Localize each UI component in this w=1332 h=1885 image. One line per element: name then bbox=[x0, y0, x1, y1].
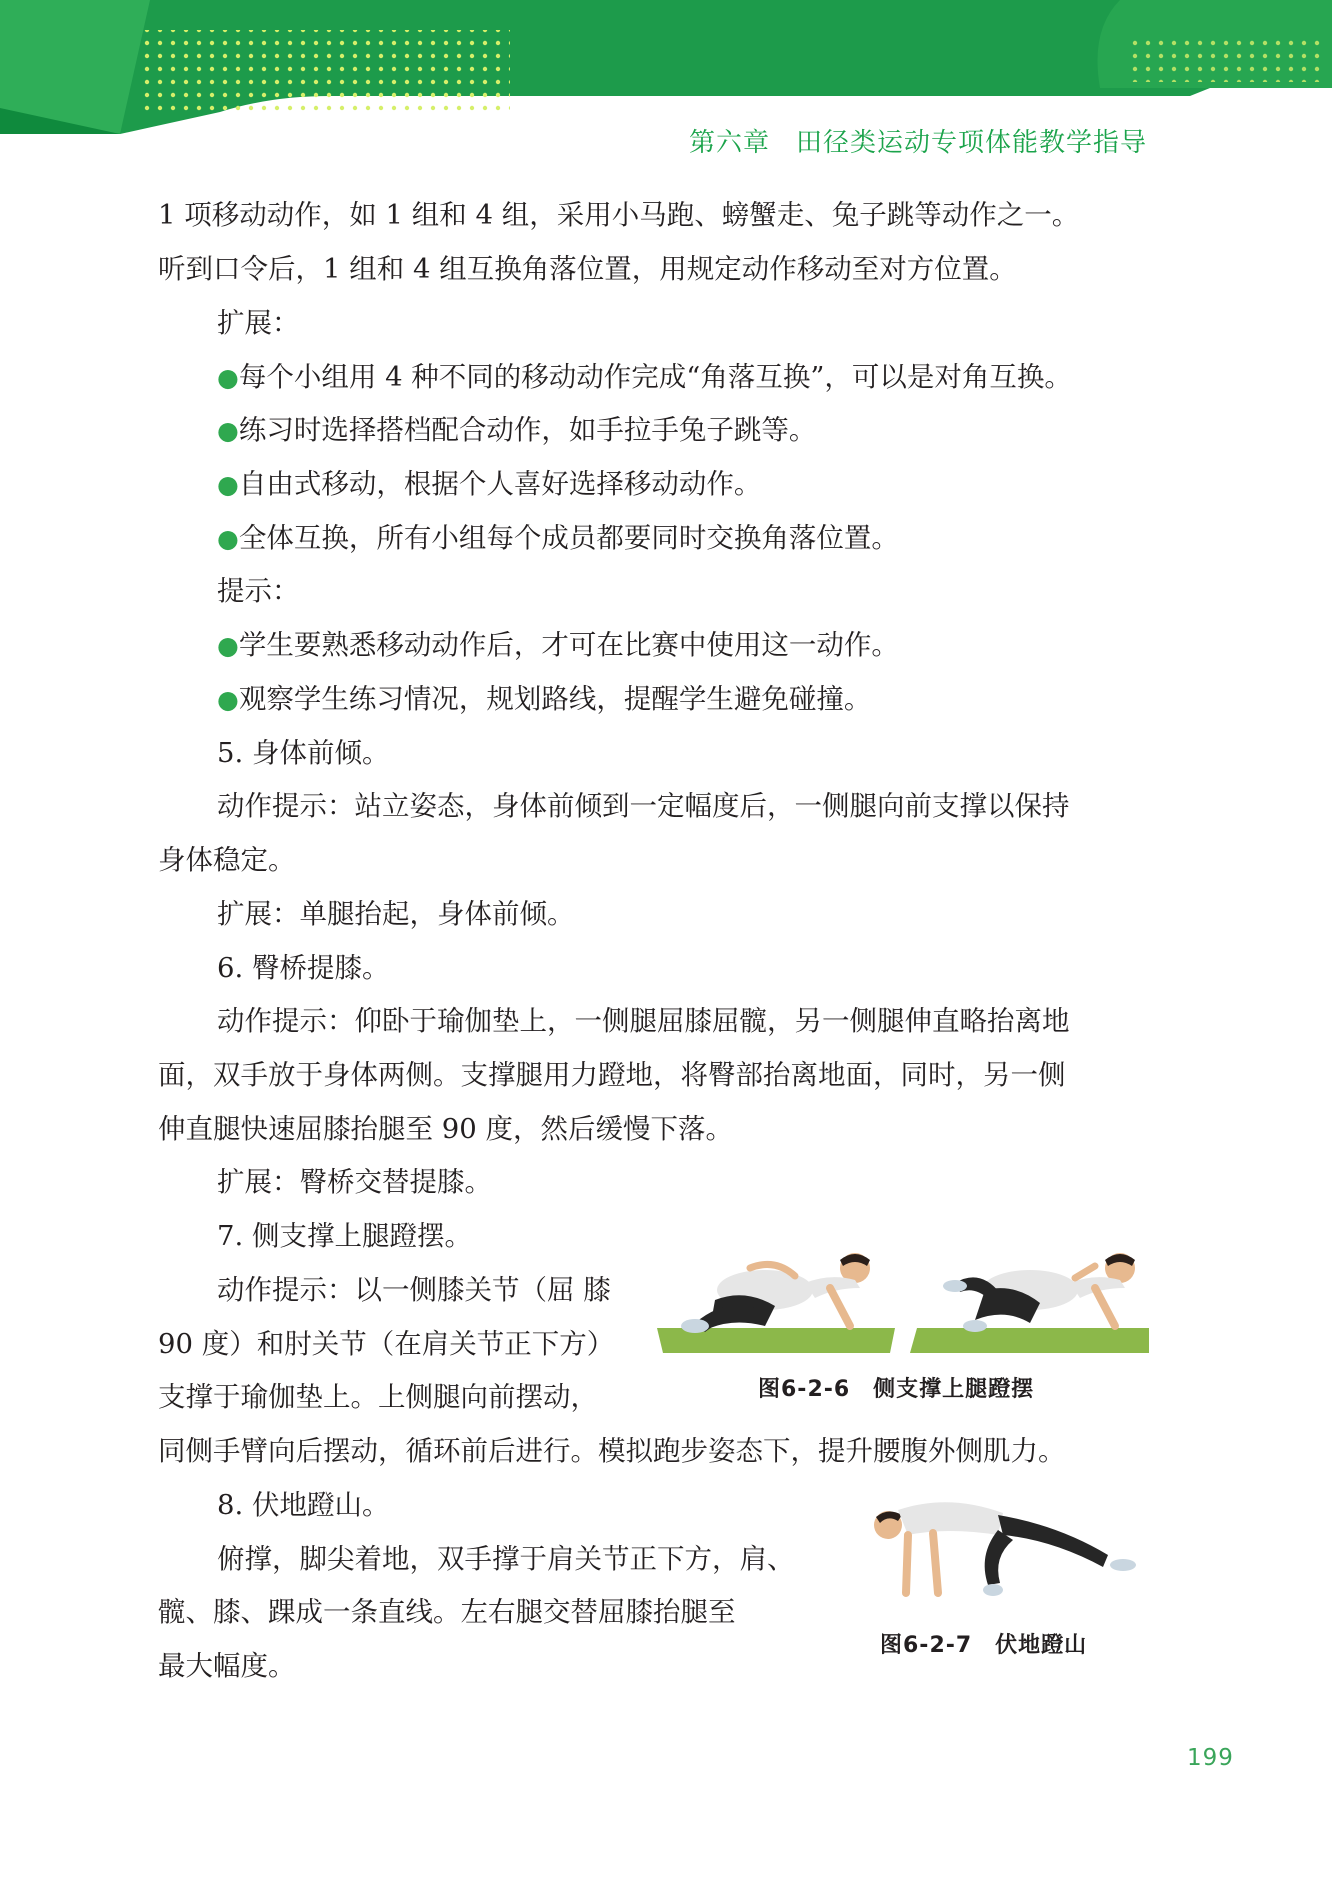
page-number: 199 bbox=[1187, 1745, 1234, 1771]
bullet-icon: ● bbox=[217, 416, 239, 445]
paragraph-line: 90 度）和肘关节（在肩关节正下方） bbox=[158, 1328, 615, 1360]
section-title: 8. 伏地蹬山。 bbox=[217, 1489, 390, 1521]
paragraph-line: 动作提示：仰卧于瑜伽垫上，一侧腿屈膝屈髋，另一侧腿伸直略抬离地 bbox=[217, 1005, 1070, 1037]
paragraph-line: 身体稳定。 bbox=[158, 844, 296, 876]
figure-side-plank-photo bbox=[655, 1228, 1150, 1360]
bullet-icon: ● bbox=[217, 685, 239, 714]
figure-caption: 图6-2-6 侧支撑上腿蹬摆 bbox=[758, 1377, 1035, 1402]
paragraph-line: 动作提示：站立姿态，身体前倾到一定幅度后，一侧腿向前支撑以保持 bbox=[217, 790, 1070, 822]
paragraph-line: 面，双手放于身体两侧。支撑腿用力蹬地，将臀部抬离地面，同时，另一侧 bbox=[158, 1059, 1066, 1091]
paragraph-line: 支撑于瑜伽垫上。上侧腿向前摆动， bbox=[158, 1381, 598, 1413]
chapter-number: 第六章 bbox=[688, 128, 770, 158]
bullet-icon: ● bbox=[217, 631, 239, 660]
paragraph-line: 动作提示：以一侧膝关节（屈 膝 bbox=[217, 1274, 611, 1306]
paragraph-line: 俯撑，脚尖着地，双手撑于肩关节正下方，肩、 bbox=[217, 1543, 795, 1575]
extension-line: 扩展：单腿抬起，身体前倾。 bbox=[217, 898, 575, 930]
bullet-icon: ● bbox=[217, 470, 239, 499]
extension-label: 扩展： bbox=[217, 307, 300, 339]
bullet-item: ●每个小组用 4 种不同的移动动作完成“角落互换”，可以是对角互换。 bbox=[217, 361, 1072, 393]
figure-caption: 图6-2-7 伏地蹬山 bbox=[880, 1633, 1088, 1658]
header-band bbox=[0, 0, 1332, 135]
paragraph-line: 1 项移动动作，如 1 组和 4 组，采用小马跑、螃蟹走、兔子跳等动作之一。 bbox=[158, 199, 1080, 231]
bullet-item: ●学生要熟悉移动动作后，才可在比赛中使用这一动作。 bbox=[217, 629, 899, 661]
paragraph-line: 伸直腿快速屈膝抬腿至 90 度，然后缓慢下落。 bbox=[158, 1113, 733, 1145]
chapter-title: 田径类运动专项体能教学指导 bbox=[795, 128, 1147, 158]
figure-mountain-climber-photo bbox=[858, 1485, 1148, 1605]
paragraph-line: 最大幅度。 bbox=[158, 1650, 296, 1682]
section-title: 6. 臀桥提膝。 bbox=[217, 952, 390, 984]
paragraph-line: 听到口令后，1 组和 4 组互换角落位置，用规定动作移动至对方位置。 bbox=[158, 253, 1017, 285]
section-title: 7. 侧支撑上腿蹬摆。 bbox=[217, 1220, 472, 1252]
paragraph-line: 同侧手臂向后摆动，循环前后进行。模拟跑步姿态下，提升腰腹外侧肌力。 bbox=[158, 1435, 1066, 1467]
bullet-icon: ● bbox=[217, 363, 239, 392]
paragraph-line: 髋、膝、踝成一条直线。左右腿交替屈膝抬腿至 bbox=[158, 1596, 736, 1628]
tip-label: 提示： bbox=[217, 575, 300, 607]
bullet-item: ●观察学生练习情况，规划路线，提醒学生避免碰撞。 bbox=[217, 683, 872, 715]
chapter-heading bbox=[689, 122, 1147, 159]
section-title: 5. 身体前倾。 bbox=[217, 737, 390, 769]
extension-line: 扩展：臀桥交替提膝。 bbox=[217, 1166, 492, 1198]
bullet-item: ●自由式移动，根据个人喜好选择移动动作。 bbox=[217, 468, 762, 500]
bullet-item: ●练习时选择搭档配合动作，如手拉手兔子跳等。 bbox=[217, 414, 817, 446]
bullet-icon: ● bbox=[217, 524, 239, 553]
bullet-item: ●全体互换，所有小组每个成员都要同时交换角落位置。 bbox=[217, 522, 899, 554]
